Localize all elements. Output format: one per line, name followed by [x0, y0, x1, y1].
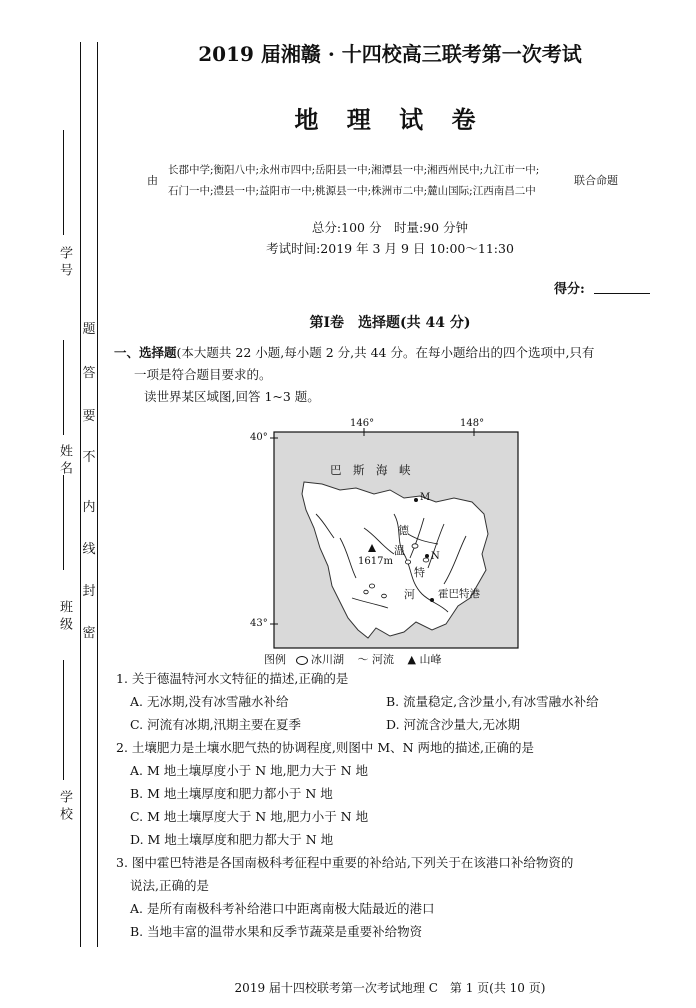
binding-line-inner: [97, 42, 98, 947]
river-label-char: 特: [414, 566, 425, 579]
lat-label-bottom: 43°: [250, 618, 268, 629]
port-label: 霍巴特港: [438, 588, 480, 600]
legend-peak: 山峰: [419, 653, 442, 666]
school-label: 学 校: [57, 790, 72, 821]
question-1-option-b[interactable]: B. 流量稳定,含沙量小,有冰雪融水补给: [386, 694, 599, 709]
peak-label: 1617m: [358, 556, 393, 567]
question-1-option-a[interactable]: A. 无冰期,没有冰雪融水补给: [130, 694, 289, 709]
name-blank[interactable]: [63, 340, 64, 435]
point-m-label: M: [420, 492, 431, 503]
river-label-char: 温: [394, 544, 405, 557]
school-list-line: 长郡中学;衡阳八中;永州市四中;岳阳县一中;湘潭县一中;湘西州民中;九江市一中;: [168, 164, 540, 176]
point-n-marker: [425, 554, 429, 558]
section-title: 第Ⅰ卷 选择题(共 44 分): [309, 315, 471, 331]
class-label: 班 级: [57, 600, 72, 631]
class-blank[interactable]: [63, 475, 64, 570]
point-m-marker: [414, 498, 418, 502]
question-1-option-d[interactable]: D. 河流含沙量大,无冰期: [386, 717, 520, 732]
binding-line-outer: [80, 42, 81, 947]
question-3-stem: 3. 图中霍巴特港是各国南极科考征程中重要的补给站,下列关于在该港口补给物资的: [116, 855, 574, 870]
glacier-lake-icon: [296, 656, 308, 665]
lat-label-top: 40°: [250, 432, 268, 443]
question-3-stem-cont: 说法,正确的是: [130, 878, 209, 893]
instructions-heading: 一、选择题: [114, 345, 177, 360]
joint-label: 联合命题: [574, 174, 618, 187]
seal-char: 不: [82, 450, 96, 465]
page-footer: 2019 届十四校联考第一次考试地理 C 第 1 页(共 10 页): [234, 981, 546, 995]
seal-char: 要: [82, 409, 96, 424]
river-label-char: 德: [398, 524, 409, 537]
lon-label-right: 148°: [460, 418, 485, 429]
river-label-char: 河: [404, 588, 415, 601]
school-list: [168, 160, 539, 202]
school-list-line: 石门一中;澧县一中;益阳市一中;桃源县一中;株洲市二中;麓山国际;江西南昌二中: [168, 185, 536, 197]
instructions-line-2: 一项是符合题目要求的。: [134, 367, 272, 382]
exam-title: 2019 届湘赣 · 十四校高三联考第一次考试: [198, 42, 582, 66]
question-2-option-a[interactable]: A. M 地土壤厚度小于 N 地,肥力大于 N 地: [130, 763, 368, 778]
score-blank[interactable]: [594, 293, 650, 294]
question-2-stem: 2. 土壤肥力是土壤水肥气热的协调程度,则图中 M、N 两地的描述,正确的是: [116, 740, 535, 755]
legend-river: 河流: [372, 653, 394, 666]
seal-char: 内: [82, 500, 96, 515]
question-3-option-b[interactable]: B. 当地丰富的温带水果和反季节蔬菜是重要补给物资: [130, 924, 423, 939]
exam-time: 考试时间:2019 年 3 月 9 日 10:00～11:30: [266, 241, 514, 256]
subject-title: 地 理 试 卷: [294, 105, 486, 134]
lon-label-left: 146°: [350, 418, 375, 429]
school-blank[interactable]: [63, 660, 64, 780]
legend-title: 图例: [264, 653, 286, 666]
read-map-prompt: 读世界某区域图,回答 1~3 题。: [144, 389, 320, 404]
point-n-label: N: [431, 551, 440, 562]
question-1-option-c[interactable]: C. 河流有冰期,汛期主要在夏季: [130, 717, 302, 732]
name-label: 姓 名: [57, 444, 72, 475]
map-svg: [244, 418, 524, 666]
question-1-stem: 1. 关于德温特河水文特征的描述,正确的是: [116, 671, 349, 686]
peak-icon: ▲: [407, 653, 416, 666]
seal-char: 密: [82, 626, 96, 641]
strait-label: 巴 斯 海 峡: [330, 463, 411, 477]
instructions-text: (本大题共 22 小题,每小题 2 分,共 44 分。在每小题给出的四个选项中,只有: [176, 345, 595, 360]
seal-char: 封: [82, 584, 96, 599]
seal-char: 题: [82, 322, 96, 337]
totals-info: 总分:100 分 时量:90 分钟: [311, 220, 469, 235]
score-label: 得分:: [554, 282, 585, 297]
student-id-label: 学 号: [57, 246, 72, 277]
question-2-option-c[interactable]: C. M 地土壤厚度大于 N 地,肥力小于 N 地: [130, 809, 369, 824]
river-icon: 〜: [357, 653, 369, 666]
organizer-prefix: 由: [147, 174, 158, 187]
student-id-blank[interactable]: [63, 130, 64, 235]
instructions-line-1: [114, 342, 594, 364]
port-marker: [430, 598, 434, 602]
question-3-option-a[interactable]: A. 是所有南极科考补给港口中距离南极大陆最近的港口: [130, 901, 435, 916]
legend-glacier-lake: 冰川湖: [311, 653, 344, 666]
question-2-option-d[interactable]: D. M 地土壤厚度和肥力都大于 N 地: [130, 832, 334, 847]
seal-char: 答: [82, 366, 96, 381]
map-figure: [244, 418, 524, 666]
seal-char: 线: [82, 542, 96, 557]
map-legend: [264, 651, 441, 667]
question-2-option-b[interactable]: B. M 地土壤厚度和肥力都小于 N 地: [130, 786, 333, 801]
